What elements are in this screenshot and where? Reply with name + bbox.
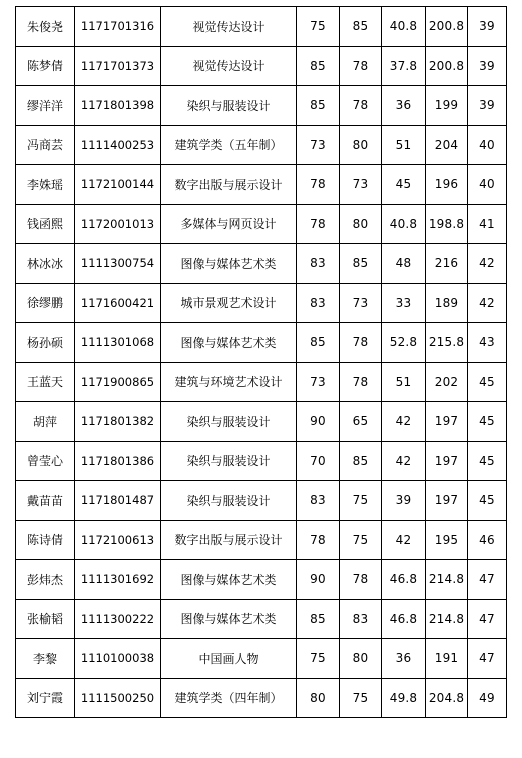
table-row (16, 678, 507, 718)
major-cell: 城市景观艺术设计 (161, 283, 297, 323)
score-a-cell: 80 (297, 678, 340, 718)
total-score-cell: 204.8 (426, 678, 468, 718)
student-id-cell: 1171900865 (75, 362, 161, 402)
name-cell: 林冰冰 (16, 244, 75, 284)
name-cell: 杨孙硕 (16, 323, 75, 363)
score-a-cell: 78 (297, 204, 340, 244)
rank-cell: 45 (468, 362, 507, 402)
score-b-cell: 75 (340, 678, 382, 718)
rank-cell: 42 (468, 244, 507, 284)
score-table (15, 6, 507, 718)
student-id-cell: 1111300754 (75, 244, 161, 284)
score-c-cell: 42 (382, 520, 426, 560)
total-score-cell: 214.8 (426, 560, 468, 600)
rank-cell: 45 (468, 402, 507, 442)
total-score-cell: 197 (426, 402, 468, 442)
total-score-cell: 216 (426, 244, 468, 284)
score-c-cell: 52.8 (382, 323, 426, 363)
name-cell: 钱函熙 (16, 204, 75, 244)
score-c-cell: 51 (382, 362, 426, 402)
total-score-cell: 200.8 (426, 7, 468, 47)
score-c-cell: 49.8 (382, 678, 426, 718)
name-cell: 冯商芸 (16, 125, 75, 165)
student-id-cell: 1111500250 (75, 678, 161, 718)
student-id-cell: 1171600421 (75, 283, 161, 323)
score-b-cell: 80 (340, 639, 382, 679)
score-b-cell: 83 (340, 599, 382, 639)
name-cell: 李黎 (16, 639, 75, 679)
score-c-cell: 36 (382, 86, 426, 126)
table-row (16, 362, 507, 402)
name-cell: 彭炜杰 (16, 560, 75, 600)
student-id-cell: 1171801487 (75, 481, 161, 521)
score-b-cell: 78 (340, 362, 382, 402)
score-a-cell: 90 (297, 560, 340, 600)
total-score-cell: 199 (426, 86, 468, 126)
table-body (16, 7, 507, 718)
total-score-cell: 204 (426, 125, 468, 165)
rank-cell: 39 (468, 7, 507, 47)
rank-cell: 43 (468, 323, 507, 363)
major-cell: 多媒体与网页设计 (161, 204, 297, 244)
student-id-cell: 1172100613 (75, 520, 161, 560)
table-row (16, 86, 507, 126)
score-b-cell: 65 (340, 402, 382, 442)
name-cell: 陈梦倩 (16, 46, 75, 86)
score-a-cell: 85 (297, 323, 340, 363)
score-a-cell: 85 (297, 46, 340, 86)
table-row (16, 7, 507, 47)
score-b-cell: 78 (340, 86, 382, 126)
name-cell: 戴苗苗 (16, 481, 75, 521)
major-cell: 建筑学类（四年制） (161, 678, 297, 718)
score-c-cell: 48 (382, 244, 426, 284)
score-a-cell: 73 (297, 362, 340, 402)
score-a-cell: 90 (297, 402, 340, 442)
student-id-cell: 1110100038 (75, 639, 161, 679)
major-cell: 图像与媒体艺术类 (161, 323, 297, 363)
rank-cell: 40 (468, 125, 507, 165)
score-a-cell: 83 (297, 283, 340, 323)
score-c-cell: 39 (382, 481, 426, 521)
score-b-cell: 75 (340, 481, 382, 521)
table-row (16, 165, 507, 205)
rank-cell: 46 (468, 520, 507, 560)
score-b-cell: 73 (340, 165, 382, 205)
table-row (16, 599, 507, 639)
score-sheet (15, 6, 507, 718)
table-row (16, 46, 507, 86)
total-score-cell: 202 (426, 362, 468, 402)
rank-cell: 41 (468, 204, 507, 244)
score-c-cell: 45 (382, 165, 426, 205)
name-cell: 张榆韬 (16, 599, 75, 639)
name-cell: 朱俊尧 (16, 7, 75, 47)
score-c-cell: 40.8 (382, 7, 426, 47)
major-cell: 图像与媒体艺术类 (161, 560, 297, 600)
student-id-cell: 1171801386 (75, 441, 161, 481)
rank-cell: 45 (468, 481, 507, 521)
name-cell: 王蓝天 (16, 362, 75, 402)
student-id-cell: 1171801382 (75, 402, 161, 442)
score-a-cell: 78 (297, 520, 340, 560)
table-row (16, 125, 507, 165)
score-c-cell: 36 (382, 639, 426, 679)
score-a-cell: 73 (297, 125, 340, 165)
major-cell: 中国画人物 (161, 639, 297, 679)
score-a-cell: 75 (297, 639, 340, 679)
score-b-cell: 85 (340, 441, 382, 481)
score-a-cell: 70 (297, 441, 340, 481)
total-score-cell: 191 (426, 639, 468, 679)
score-b-cell: 85 (340, 244, 382, 284)
name-cell: 李姝瑶 (16, 165, 75, 205)
name-cell: 陈诗倩 (16, 520, 75, 560)
name-cell: 缪洋洋 (16, 86, 75, 126)
table-row (16, 283, 507, 323)
score-a-cell: 85 (297, 599, 340, 639)
table-row (16, 520, 507, 560)
score-c-cell: 33 (382, 283, 426, 323)
rank-cell: 47 (468, 639, 507, 679)
total-score-cell: 215.8 (426, 323, 468, 363)
student-id-cell: 1111300222 (75, 599, 161, 639)
total-score-cell: 197 (426, 441, 468, 481)
major-cell: 染织与服装设计 (161, 441, 297, 481)
total-score-cell: 195 (426, 520, 468, 560)
student-id-cell: 1171701316 (75, 7, 161, 47)
student-id-cell: 1111301068 (75, 323, 161, 363)
rank-cell: 49 (468, 678, 507, 718)
score-c-cell: 40.8 (382, 204, 426, 244)
score-c-cell: 46.8 (382, 599, 426, 639)
table-row (16, 560, 507, 600)
rank-cell: 47 (468, 599, 507, 639)
score-c-cell: 37.8 (382, 46, 426, 86)
major-cell: 图像与媒体艺术类 (161, 599, 297, 639)
student-id-cell: 1171701373 (75, 46, 161, 86)
major-cell: 建筑学类（五年制） (161, 125, 297, 165)
table-row (16, 481, 507, 521)
name-cell: 刘宁霞 (16, 678, 75, 718)
rank-cell: 45 (468, 441, 507, 481)
score-b-cell: 78 (340, 323, 382, 363)
score-c-cell: 42 (382, 441, 426, 481)
rank-cell: 42 (468, 283, 507, 323)
rank-cell: 39 (468, 46, 507, 86)
score-b-cell: 85 (340, 7, 382, 47)
major-cell: 染织与服装设计 (161, 481, 297, 521)
student-id-cell: 1172001013 (75, 204, 161, 244)
name-cell: 徐缪鹏 (16, 283, 75, 323)
score-a-cell: 78 (297, 165, 340, 205)
score-a-cell: 85 (297, 86, 340, 126)
major-cell: 数字出版与展示设计 (161, 520, 297, 560)
name-cell: 胡萍 (16, 402, 75, 442)
total-score-cell: 197 (426, 481, 468, 521)
score-a-cell: 83 (297, 244, 340, 284)
score-a-cell: 83 (297, 481, 340, 521)
score-b-cell: 80 (340, 125, 382, 165)
table-row (16, 204, 507, 244)
major-cell: 视觉传达设计 (161, 7, 297, 47)
score-b-cell: 80 (340, 204, 382, 244)
table-row (16, 402, 507, 442)
student-id-cell: 1172100144 (75, 165, 161, 205)
score-b-cell: 78 (340, 560, 382, 600)
table-row (16, 441, 507, 481)
student-id-cell: 1111301692 (75, 560, 161, 600)
score-c-cell: 46.8 (382, 560, 426, 600)
rank-cell: 39 (468, 86, 507, 126)
score-b-cell: 73 (340, 283, 382, 323)
score-b-cell: 78 (340, 46, 382, 86)
score-c-cell: 42 (382, 402, 426, 442)
major-cell: 数字出版与展示设计 (161, 165, 297, 205)
name-cell: 曾莹心 (16, 441, 75, 481)
score-c-cell: 51 (382, 125, 426, 165)
table-row (16, 323, 507, 363)
student-id-cell: 1111400253 (75, 125, 161, 165)
table-row (16, 639, 507, 679)
total-score-cell: 214.8 (426, 599, 468, 639)
student-id-cell: 1171801398 (75, 86, 161, 126)
major-cell: 图像与媒体艺术类 (161, 244, 297, 284)
major-cell: 染织与服装设计 (161, 86, 297, 126)
total-score-cell: 196 (426, 165, 468, 205)
score-a-cell: 75 (297, 7, 340, 47)
rank-cell: 47 (468, 560, 507, 600)
total-score-cell: 198.8 (426, 204, 468, 244)
total-score-cell: 200.8 (426, 46, 468, 86)
rank-cell: 40 (468, 165, 507, 205)
score-b-cell: 75 (340, 520, 382, 560)
major-cell: 视觉传达设计 (161, 46, 297, 86)
major-cell: 染织与服装设计 (161, 402, 297, 442)
major-cell: 建筑与环境艺术设计 (161, 362, 297, 402)
total-score-cell: 189 (426, 283, 468, 323)
table-row (16, 244, 507, 284)
